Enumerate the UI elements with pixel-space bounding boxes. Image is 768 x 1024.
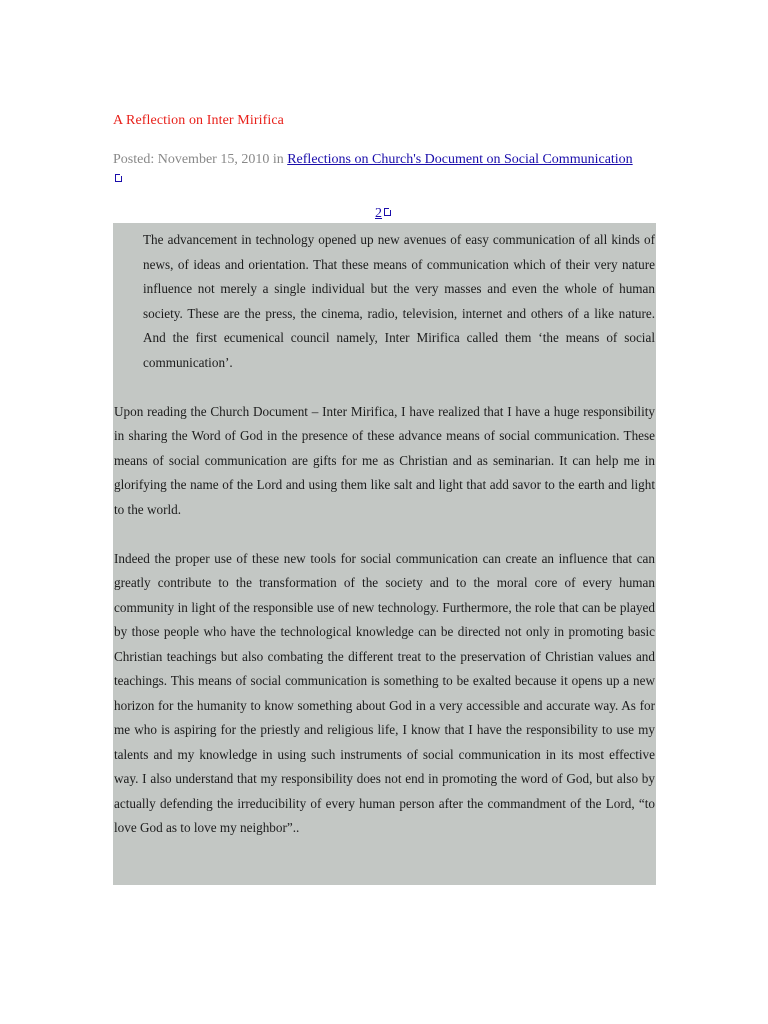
category-link[interactable]	[287, 152, 632, 167]
paragraph-1: The advancement in technology opened up new avenues of easy communication of all kinds of news, of ideas and orientation. That these means of communication which of their very nature influence not merely a single individual but the very masses and even the whole of human society. These are the press, the cinema, radio, television, internet and others of a like nature. And the first ecumenical council namely, Inter Mirifica called them ‘the means of social communication’.	[143, 232, 655, 370]
post-content	[113, 223, 656, 885]
external-link-icon	[115, 174, 122, 182]
paragraph-3: Indeed the proper use of these new tools for social communication can create an influence that can greatly contribute to the transformation of the society and to the moral core of every human community in light of the responsible use of new technology. Furthermore, the role that can be played by those people who have the technological knowledge can be directed not only in promoting basic Christian teachings but also combating the different treat to the preservation of Christian values and teachings. This means of social communication is something to be exalted because it opens up a new horizon for the humanity to know something about God in a very accessible and accurate way. As for me who is aspiring for the priestly and religious life, I know that I have the responsibility to use my talents and my knowledge in using such instruments of social communication in its most effective way. I also understand that my responsibility does not end in promoting the word of God, but also by actually defending the irreducibility of every human person after the commandment of the Lord, “to love God as to love my neighbor”..	[114, 550, 655, 835]
comments-count	[375, 206, 391, 222]
paragraph-spacer	[114, 375, 655, 400]
paragraph-spacer	[114, 522, 655, 547]
paragraph-2: Upon reading the Church Document – Inter Mirifica, I have realized that I have a huge responsibility in sharing the Word of God in the presence of these advance means of social communication. These means of social communication are gifts for me as Christian and as seminarian. It can help me in glorifying the name of the Lord and using them like salt and light that add savor to the earth and light to the world.	[114, 403, 655, 517]
category-link-label: Reflections on Church's Document on Social Communication	[287, 152, 633, 167]
post-title: A Reflection on Inter Mirifica	[113, 113, 284, 128]
posted-date-text: Posted: November 15, 2010 in	[113, 152, 288, 167]
external-link-icon	[384, 208, 391, 216]
post-meta	[113, 150, 633, 190]
comments-count-link[interactable]: 2	[375, 206, 382, 221]
